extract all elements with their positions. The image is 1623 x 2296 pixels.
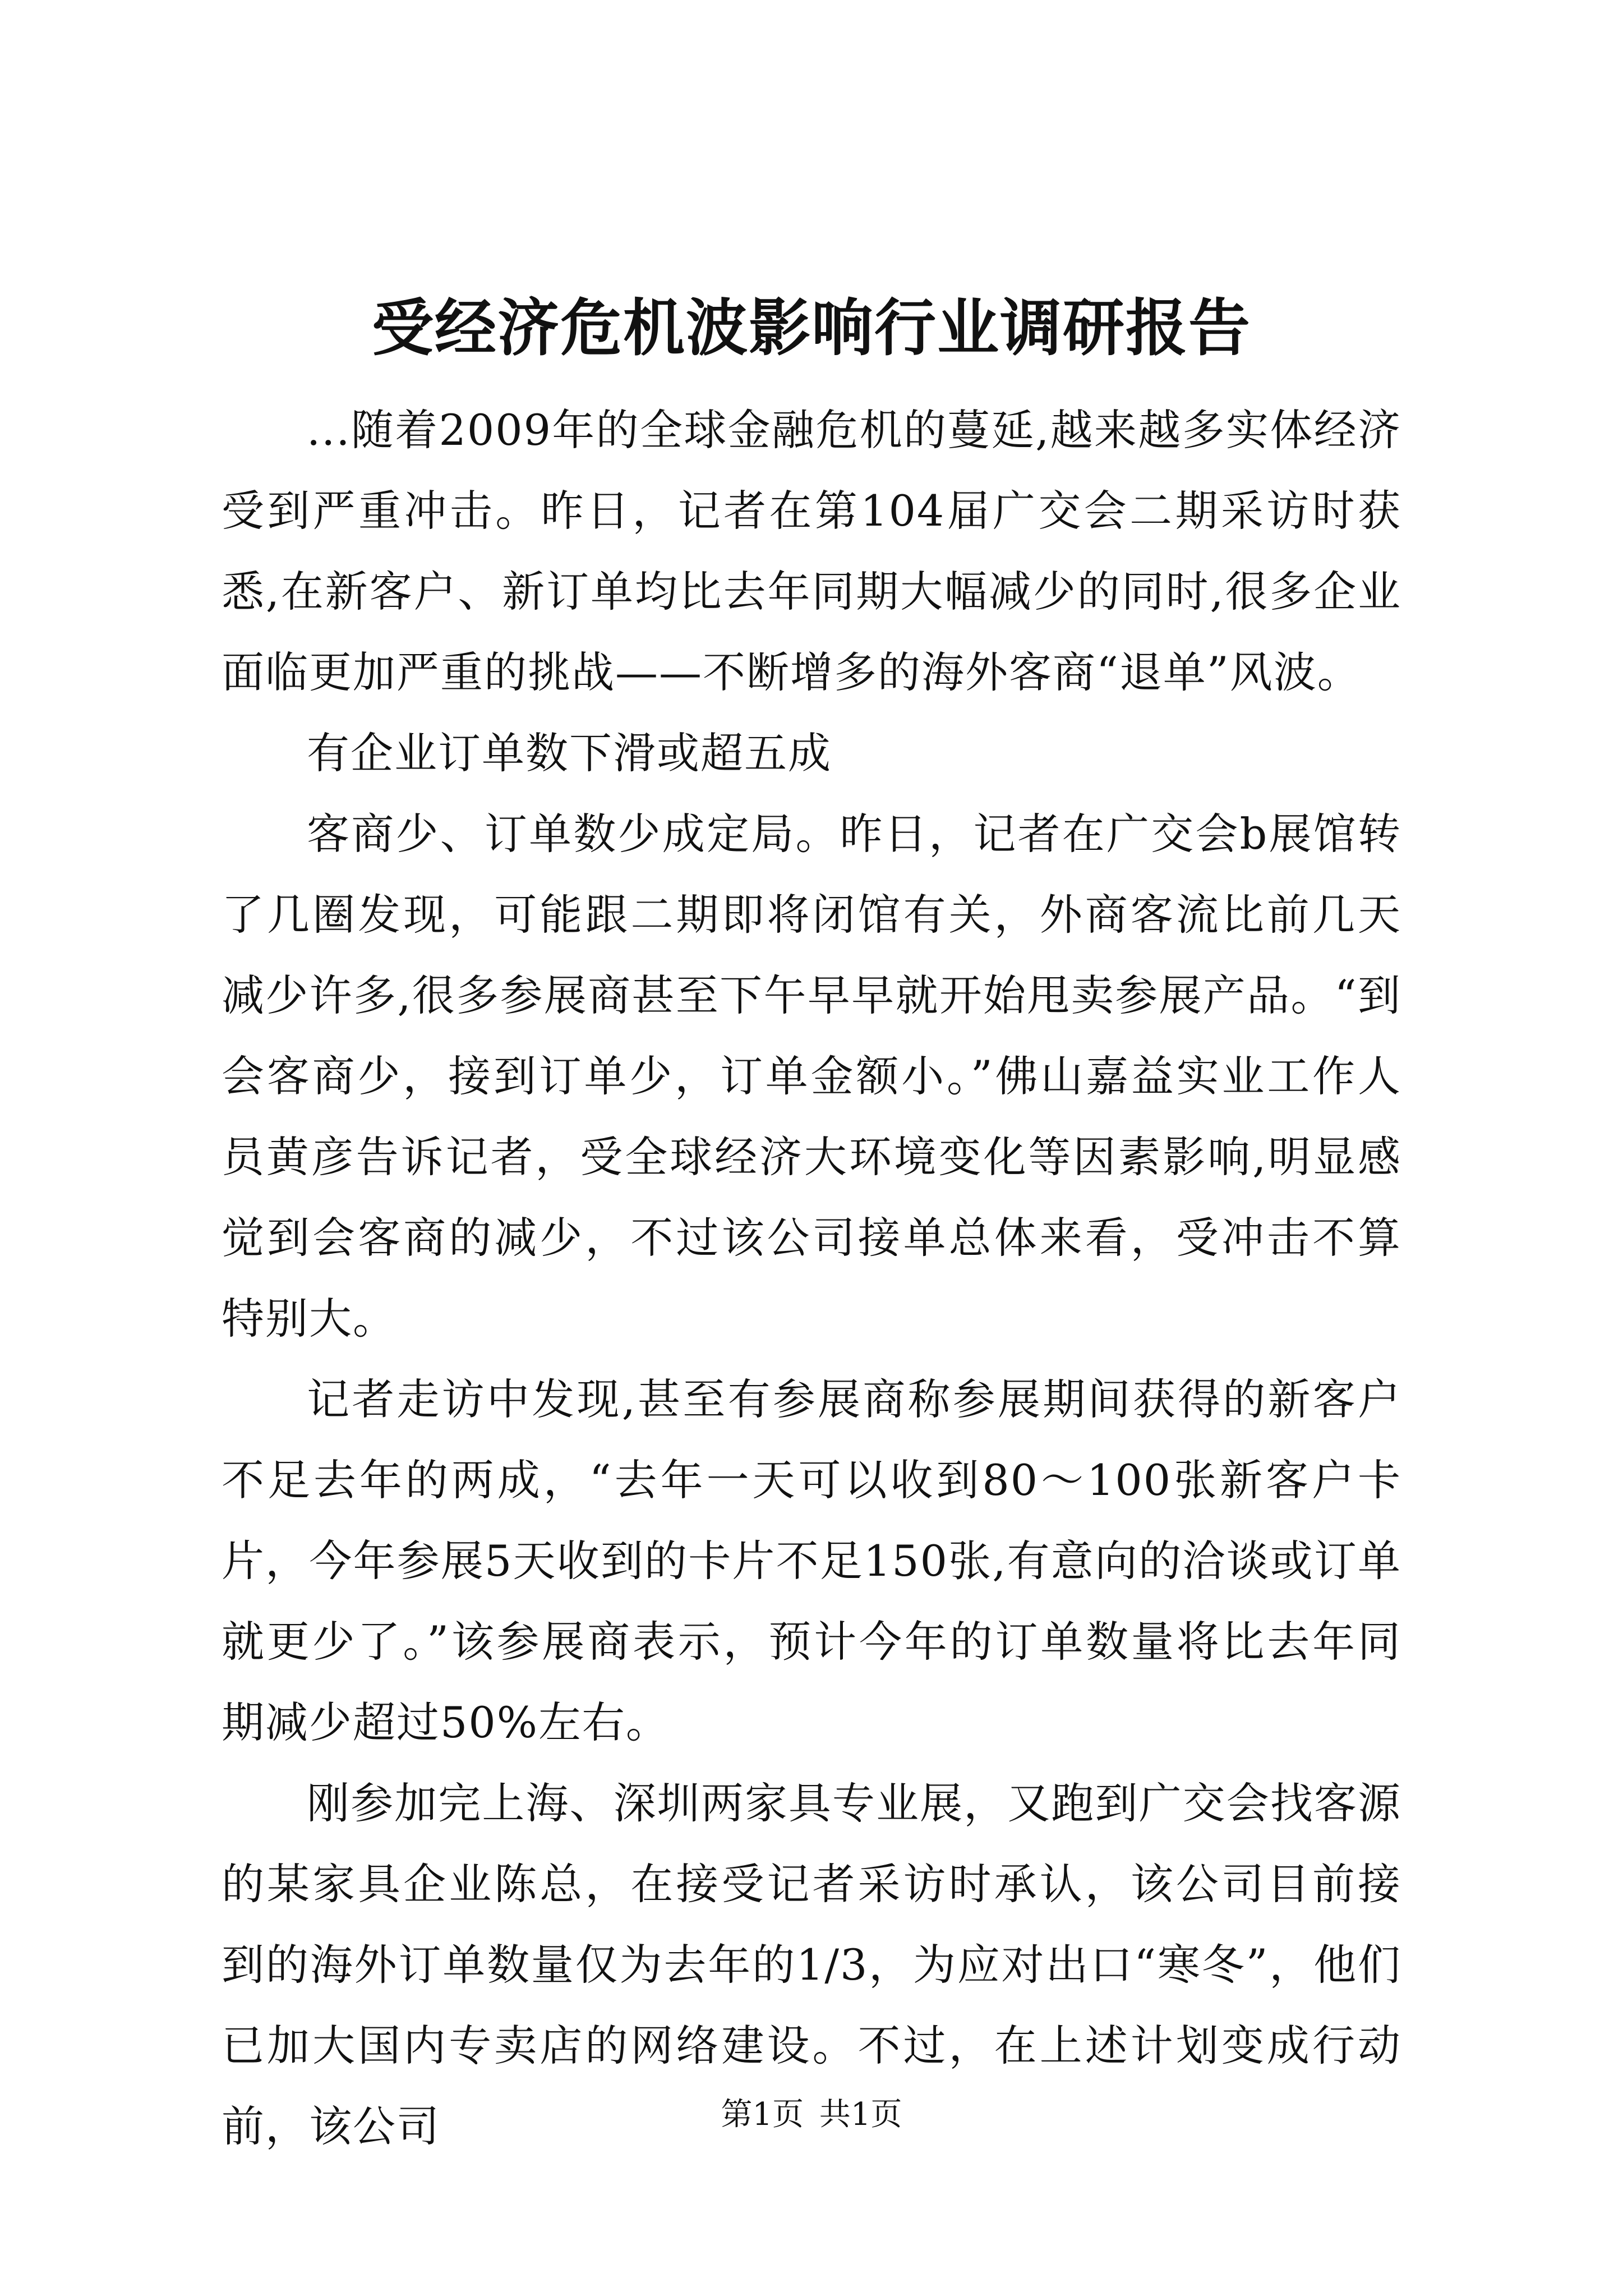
document-body (222, 390, 1401, 2167)
paragraph-intro: ...随着2009年的全球金融危机的蔓延,越来越多实体经济受到严重冲击。昨日，记者在第104届广交会二期采访时获悉,在新客户、新订单均比去年同期大幅减少的同时,很多企业面临更加严重的挑战——不断增多的海外客商“退单”风波。 (222, 405, 1401, 697)
page-footer: 第1页 共1页 (721, 2096, 902, 2133)
paragraph-new-customers: 记者走访中发现,甚至有参展商称参展期间获得的新客户不足去年的两成，“去年一天可以收到80～100张新客户卡片，今年参展5天收到的卡片不足150张,有意向的洽谈或订单就更少了。”该参展商表示，预计今年的订单数量将比去年同期减少超过50%左右。 (222, 1374, 1401, 1747)
document-title: 受经济危机波影响行业调研报告 (372, 292, 1251, 364)
paragraph-exhibitors: 客商少、订单数少成定局。昨日，记者在广交会b展馆转了几圈发现，可能跟二期即将闭馆有关，外商客流比前几天减少许多,很多参展商甚至下午早早就开始甩卖参展产品。“到会客商少，接到订单少，订单金额小。”佛山嘉益实业工作人员黄彦告诉记者，受全球经济大环境变化等因素影响,明显感觉到会客商的减少，不过该公司接单总体来看，受冲击不算特别大。 (222, 809, 1401, 1343)
paragraph-furniture-company: 刚参加完上海、深圳两家具专业展，又跑到广交会找客源的某家具企业陈总，在接受记者采访时承认，该公司目前接到的海外订单数量仅为去年的1/3，为应对出口“寒冬”，他们已加大国内专卖店的网络建设。不过，在上述计划变成行动前，该公司 (222, 1778, 1401, 2151)
paragraph-subheading: 有企业订单数下滑或超五成 (307, 728, 832, 778)
